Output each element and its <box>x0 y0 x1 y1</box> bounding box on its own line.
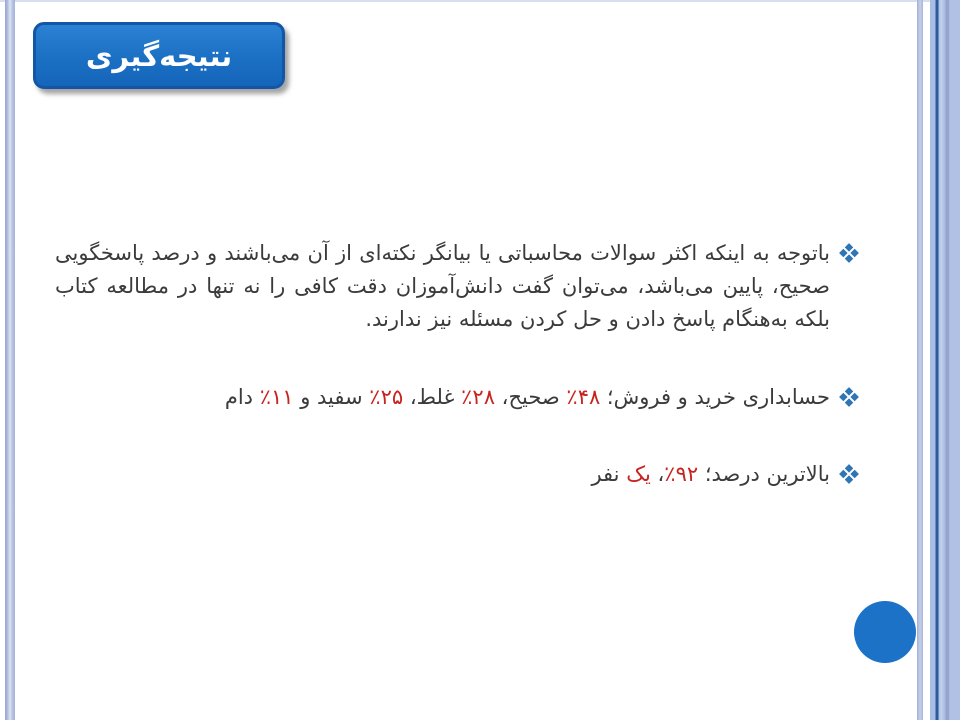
bullet-text: بالاترین درصد؛ ۹۲٪، یک نفر <box>591 462 830 486</box>
bullet-text: حسابداری خرید و فروش؛ ۴۸٪ صحیح، ۲۸٪ غلط، ۲۵٪ سفید و ۱۱٪ دام <box>224 385 830 409</box>
bullet-item <box>591 458 830 491</box>
four-diamonds-icon <box>839 387 859 407</box>
bullet-item <box>225 381 830 414</box>
left-edge-stripe <box>5 0 15 720</box>
four-diamonds-icon <box>839 464 859 484</box>
right-edge-thin-stripe <box>917 0 923 720</box>
right-edge-band <box>930 0 960 720</box>
slide-title: نتیجه‌گیری <box>85 38 233 73</box>
top-frame-line <box>0 0 960 2</box>
bullet-text: باتوجه به اینکه اکثر سوالات محاسباتی یا بیانگر نکته‌ای از آن می‌باشند و درصد پاسخگویی صحیح، پایین می‌باشد، می‌توان گفت دانش‌آموزان دقت کافی را نه تنها در مطالعه کتاب بلکه به‌هنگام پاسخ دادن و حل کردن مسئله نیز ندارند. <box>55 241 830 331</box>
four-diamonds-icon <box>839 243 859 263</box>
decorative-circle <box>854 601 916 663</box>
bullet-item <box>55 237 830 336</box>
slide-title-box <box>33 22 285 89</box>
